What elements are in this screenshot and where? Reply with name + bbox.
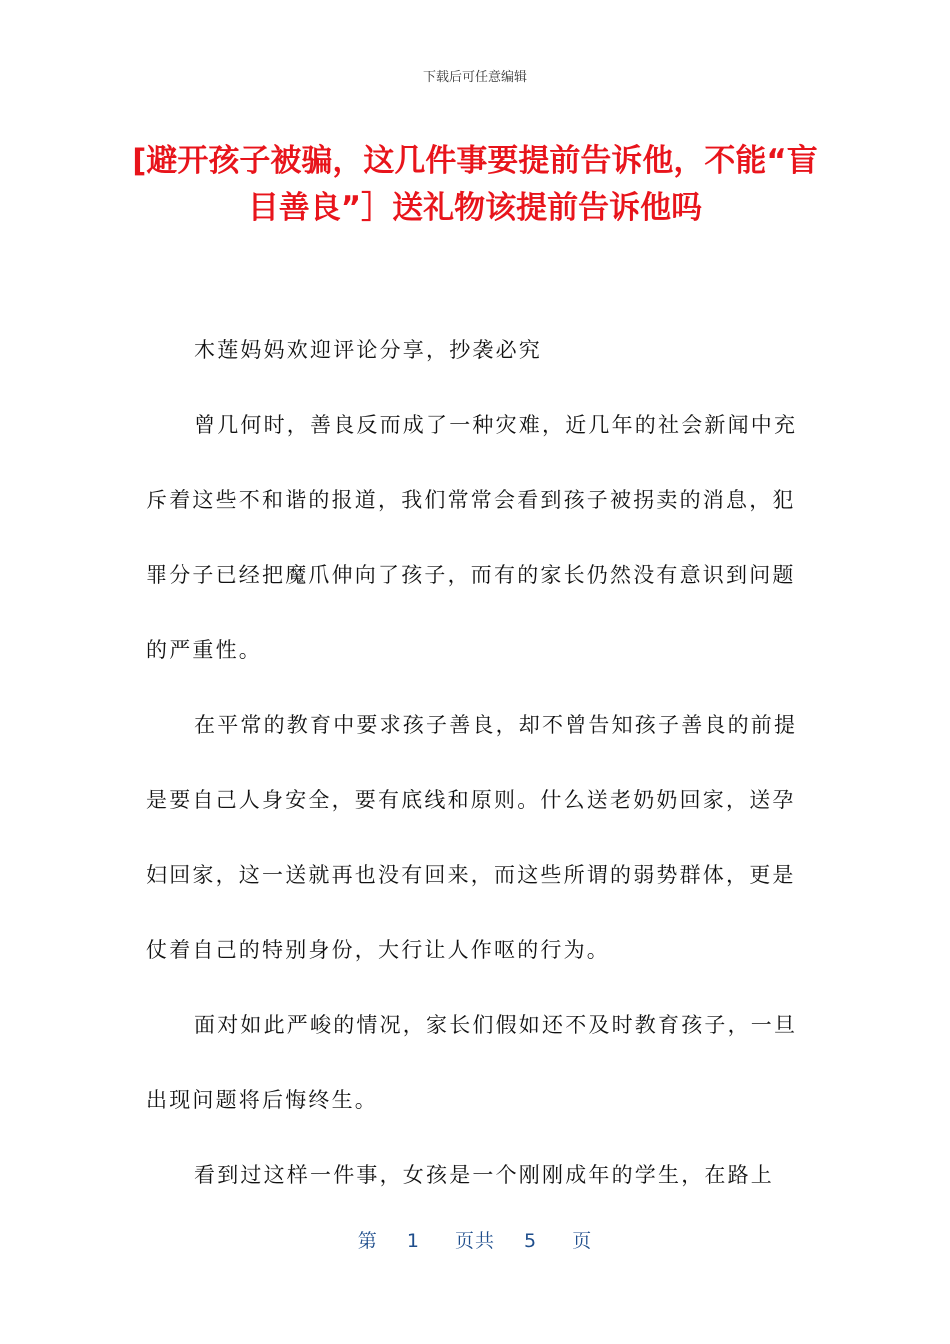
footer-middle: 页共: [454, 1230, 495, 1252]
paragraph: 曾几何时，善良反而成了一种灾难，近几年的社会新闻中充斥着这些不和谐的报道，我们常常会看到孩子被拐卖的消息，犯罪分子已经把魔爪伸向了孩子，而有的家长仍然没有意识到问题的严重性。: [146, 413, 798, 662]
footer-prefix: 第: [357, 1230, 378, 1252]
document-title: [避开孩子被骗，这几件事要提前告诉他，不能“盲目善良”］送礼物该提前告诉他吗: [132, 143, 818, 226]
paragraph: 看到过这样一件事，女孩是一个刚刚成年的学生，在路上: [194, 1163, 774, 1187]
current-page-number: 1: [406, 1230, 420, 1252]
paragraph: 木莲妈妈欢迎评论分享，抄袭必究: [194, 338, 542, 362]
footer-suffix: 页: [572, 1230, 593, 1252]
page-footer: [0, 1226, 950, 1253]
document-body: [146, 313, 806, 1213]
paragraph: 在平常的教育中要求孩子善良，却不曾告知孩子善良的前提是要自己人身安全，要有底线和原则。什么送老奶奶回家，送孕妇回家，这一送就再也没有回来，而这些所谓的弱势群体，更是仗着自己的特别身份，大行让人作呕的行为。: [146, 713, 798, 962]
paragraph: 面对如此严峻的情况，家长们假如还不及时教育孩子，一旦出现问题将后悔终生。: [146, 1013, 798, 1112]
total-pages-number: 5: [524, 1230, 538, 1252]
header-note: 下载后可任意编辑: [422, 70, 527, 85]
